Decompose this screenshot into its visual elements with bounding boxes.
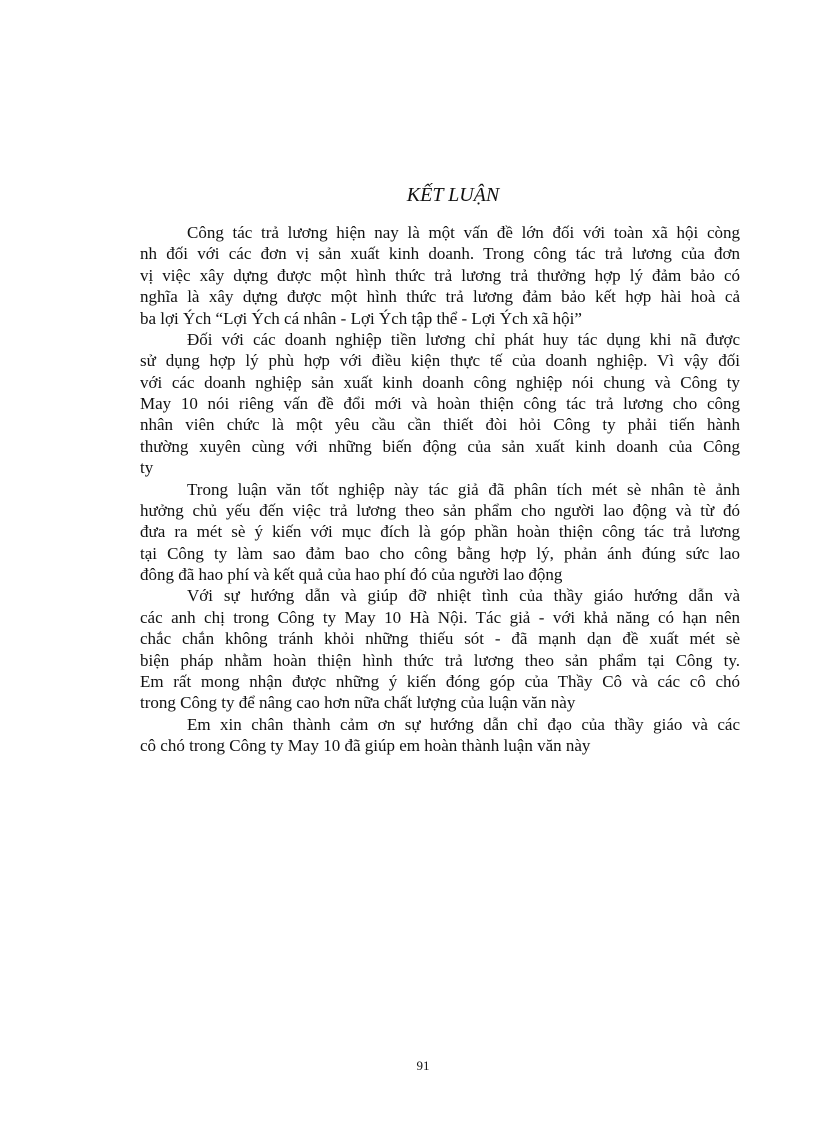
paragraph-line: Em rất mong nhận được những ý kiến đóng góp của Thầy Cô và các cô chó [140,671,740,691]
paragraph-line: Công tác trả lương hiện nay là một vấn đề lớn đối với toàn xã hội còng [187,223,740,242]
paragraph [140,714,740,757]
paragraph-line: chắc chắn không tránh khỏi những thiếu sót - đã mạnh dạn đề xuất mét sè [140,629,740,649]
paragraph-line: thường xuyên cùng với những biến động của sản xuất kinh doanh của Công [140,436,740,456]
paragraph [140,585,740,713]
paragraph-line: Em xin chân thành cảm ơn sự hướng dẫn chỉ đạo của thầy giáo và các [187,714,740,734]
paragraph-line: tại Công ty làm sao đảm bao cho công bằng hợp lý, phản ánh đúng sức lao [140,543,740,563]
paragraph [140,479,740,586]
paragraph-line: đưa ra mét sè ý kiến với mục đích là góp phần hoàn thiện công tác trả lương [140,522,740,542]
paragraph-line: ba lợi Ých “Lợi Ých cá nhân - Lợi Ých tập thể - Lợi Ých xã hội” [140,308,582,328]
paragraph-line: với các doanh nghiệp sản xuất kinh doanh công nghiệp nói chung và Công ty [140,372,740,392]
paragraph-line: đông đã hao phí và kết quả của hao phí đó của người lao động [140,565,563,584]
paragraph-line: nghĩa là xây dựng được một hình thức trả lương đảm bảo kết hợp hài hoà cả [140,287,740,307]
paragraph-line: sử dụng hợp lý phù hợp với điều kiện thực tế của doanh nghiệp. Vì vậy đối [140,351,740,371]
paragraph-line: nhân viên chức là một yêu cầu cần thiết đòi hỏi Công ty phải tiến hành [140,415,740,435]
paragraph-line: ty [140,458,154,478]
paragraph-line: Với sự hướng dẫn và giúp đỡ nhiệt tình của thầy giáo hướng dẫn và [187,586,740,606]
paragraph-line: cô chó trong Công ty May 10 đã giúp em hoàn thành luận văn này [140,736,591,755]
paragraph-line: nh đối với các đơn vị sản xuất kinh doanh. Trong công tác trả lương của đơn [140,244,740,264]
paragraph-line: May 10 nói riêng vấn đề đổi mới và hoàn thiện công tác trả lương cho công [140,394,740,413]
document-body [140,222,740,756]
paragraph-line: các anh chị trong Công ty May 10 Hà Nội. Tác giả - với khả năng có hạn nên [140,607,740,627]
paragraph [140,329,740,479]
paragraph-line: hưởng chủ yếu đến việc trả lương theo sản phẩm cho người lao động và từ đó [140,500,740,520]
paragraph-line: Đối với các doanh nghiệp tiền lương chỉ phát huy tác dụng khi nã được [187,329,740,349]
paragraph-line: trong Công ty để nâng cao hơn nữa chất lượng của luận văn này [140,693,576,713]
paragraph-line: biện pháp nhằm hoàn thiện hình thức trả lương theo sản phẩm tại Công ty. [140,650,740,670]
paragraph-line: vị việc xây dựng được một hình thức trả lương trả thưởng hợp lý đảm bảo có [140,265,740,285]
page-number: 91 [416,1058,430,1073]
paragraph [140,222,740,329]
page-title: KẾT LUẬN [406,184,500,206]
paragraph-line: Trong luận văn tốt nghiệp này tác giả đã phân tích mét sè nhân tè ảnh [187,479,740,499]
